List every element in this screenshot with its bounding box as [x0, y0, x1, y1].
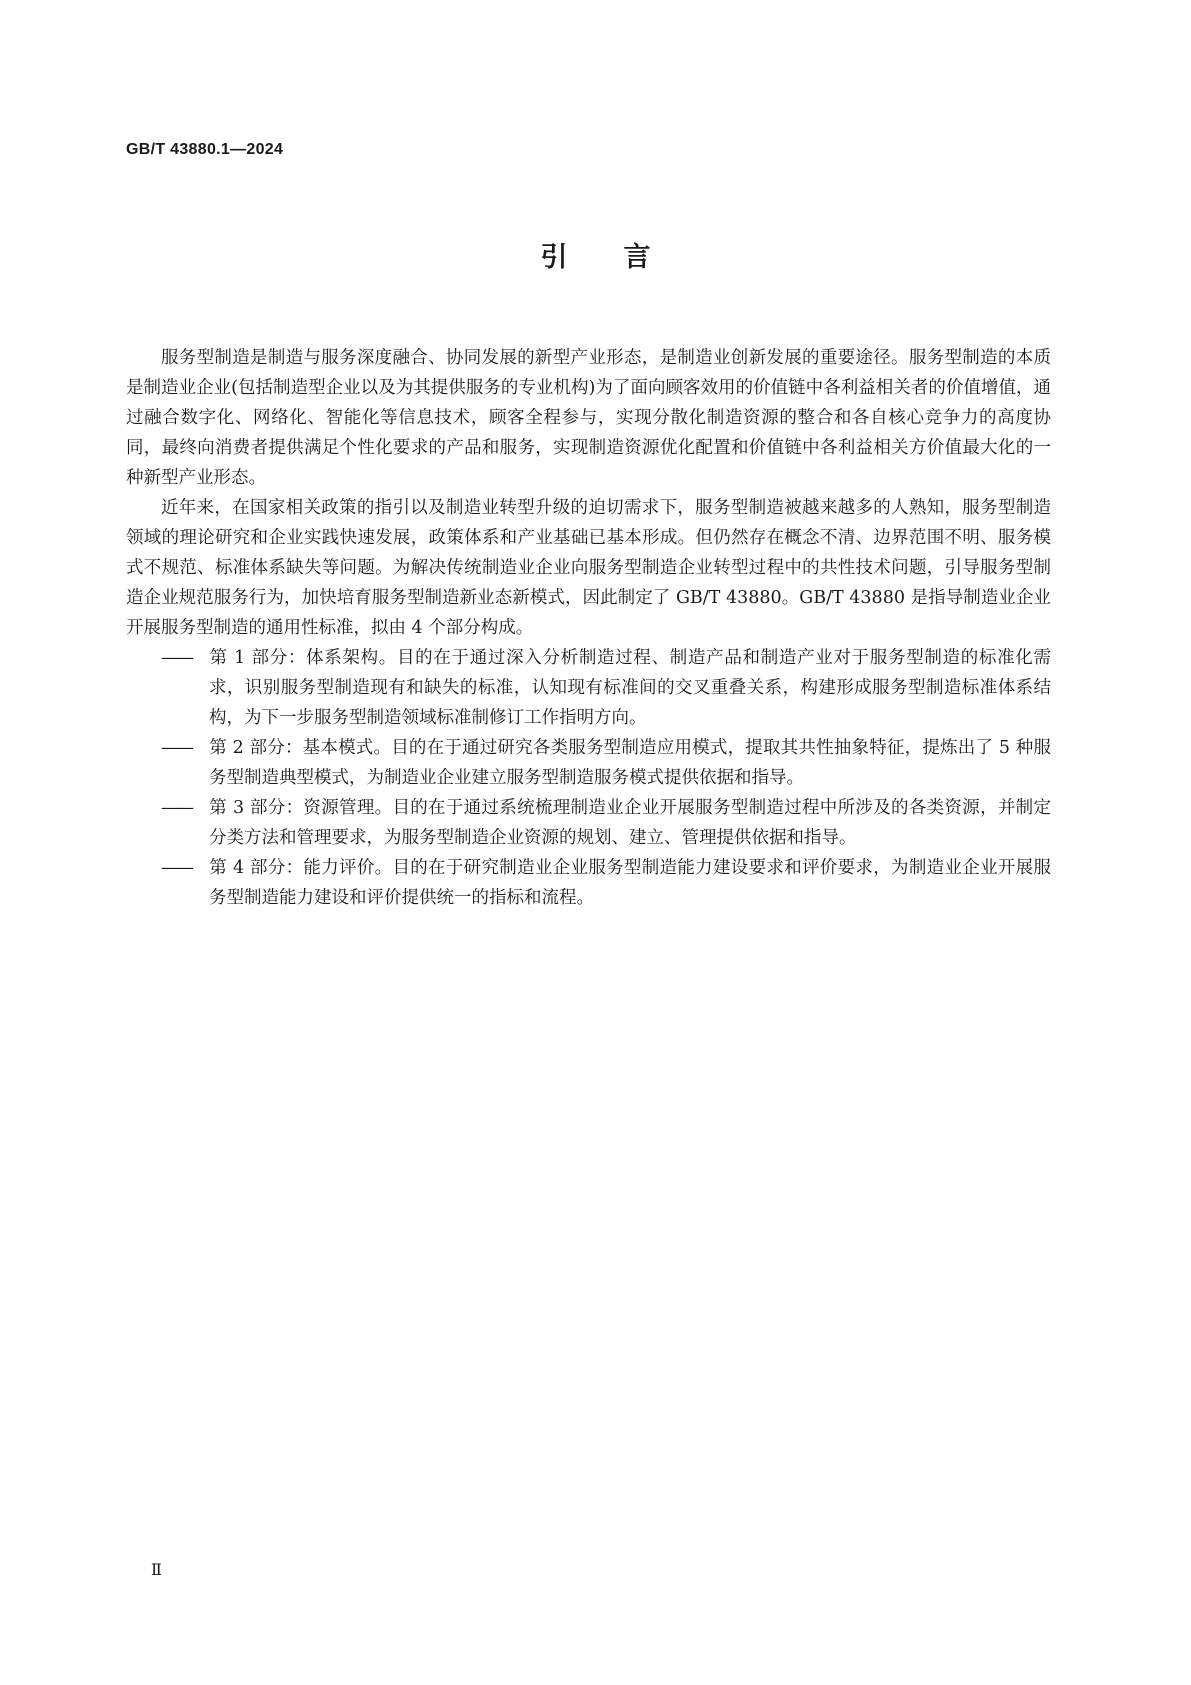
list-item-part-2 [126, 733, 1051, 793]
list-item-text: 第 1 部分：体系架构。目的在于通过深入分析制造过程、制造产品和制造产业对于服务型制造的标准化需求，识别服务型制造现有和缺失的标准，认知现有标准间的交叉重叠关系，构建形成服务型制造标准体系结构，为下一步服务型制造领域标准制修订工作指明方向。 [209, 648, 1051, 728]
document-body [126, 343, 1051, 913]
list-item-part-4 [126, 853, 1051, 913]
list-item-text: 第 2 部分：基本模式。目的在于通过研究各类服务型制造应用模式，提取其共性抽象特征，提炼出了 5 种服务型制造典型模式，为制造业企业建立服务型制造服务模式提供依据和指导。 [209, 738, 1051, 788]
parts-list [126, 643, 1051, 913]
page-number: Ⅱ [151, 1560, 162, 1579]
list-item-text: 第 3 部分：资源管理。目的在于通过系统梳理制造业企业开展服务型制造过程中所涉及的各类资源，并制定分类方法和管理要求，为服务型制造企业资源的规划、建立、管理提供依据和指导。 [209, 798, 1051, 848]
list-dash: —— [161, 798, 192, 818]
document-code: GB/T 43880.1—2024 [126, 141, 284, 158]
section-title: 引言 [540, 242, 707, 273]
list-item-text: 第 4 部分：能力评价。目的在于研究制造业企业服务型制造能力建设要求和评价要求，为制造业企业开展服务型制造能力建设和评价提供统一的指标和流程。 [209, 858, 1051, 908]
paragraph-2: 近年来，在国家相关政策的指引以及制造业转型升级的迫切需求下，服务型制造被越来越多的人熟知，服务型制造领域的理论研究和企业实践快速发展，政策体系和产业基础已基本形成。但仍然存在概念不清、边界范围不明、服务模式不规范、标准体系缺失等问题。为解决传统制造业企业向服务型制造企业转型过程中的共性技术问题，引导服务型制造企业规范服务行为，加快培育服务型制造新业态新模式，因此制定了 GB/T 43880。GB/T 43880 是指导制造业企业开展服务型制造的通用性标准，拟由 4 个部分构成。 [126, 498, 1051, 638]
list-dash: —— [161, 648, 192, 668]
list-dash: —— [161, 738, 192, 758]
list-dash: —— [161, 858, 192, 878]
list-item-part-3 [126, 793, 1051, 853]
list-item-part-1 [126, 643, 1051, 733]
paragraph-1: 服务型制造是制造与服务深度融合、协同发展的新型产业形态，是制造业创新发展的重要途径。服务型制造的本质是制造业企业(包括制造型企业以及为其提供服务的专业机构)为了面向顾客效用的价值链中各利益相关者的价值增值，通过融合数字化、网络化、智能化等信息技术，顾客全程参与，实现分散化制造资源的整合和各自核心竞争力的高度协同，最终向消费者提供满足个性化要求的产品和服务，实现制造资源优化配置和价值链中各利益相关方价值最大化的一种新型产业形态。 [126, 348, 1051, 488]
